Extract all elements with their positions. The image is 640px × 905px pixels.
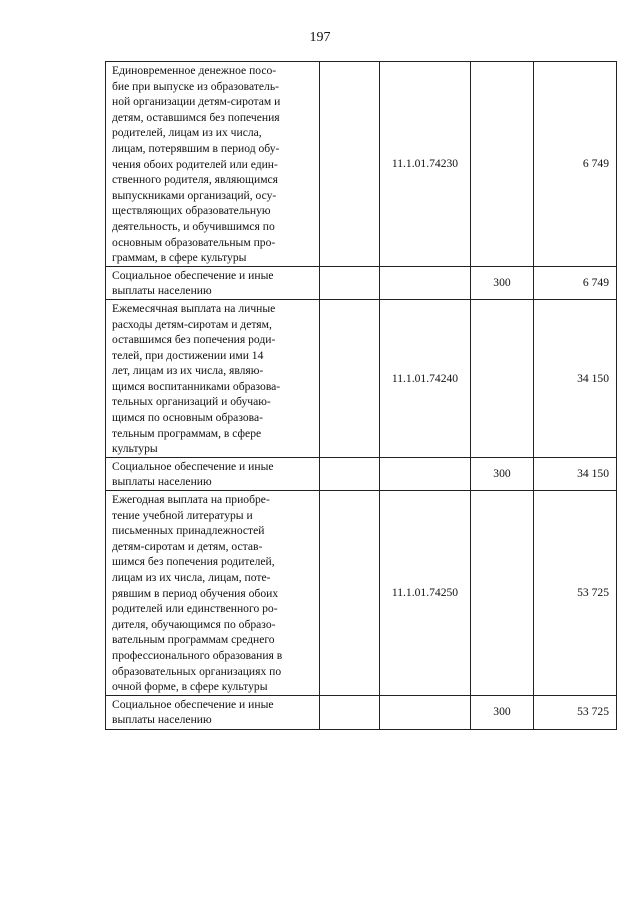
- row-name: Социальное обеспечение и иные выплаты населению: [112, 459, 274, 489]
- table-row: [106, 457, 617, 490]
- row-sum: 6 749: [534, 62, 617, 267]
- row-sum: 34 150: [534, 457, 617, 490]
- table-row: [106, 695, 617, 729]
- row-sum: 6 749: [534, 266, 617, 299]
- row-code: 11.1.01.74250: [380, 491, 471, 696]
- row-name-cell: [106, 491, 320, 696]
- blank-cell: [320, 62, 380, 267]
- blank-cell: [320, 491, 380, 696]
- row-sum: 34 150: [534, 299, 617, 457]
- row-name: Ежемесячная выплата на личные расходы детям-сиротам и детям, оставшимся без попечения роди- телей, при достижении ими 14 лет, лицам из их числа, являю- щимся воспитанниками образова- тельных организаций и обучаю- щимся по основным образова- тельным программам, в сфере культуры: [112, 301, 281, 456]
- row-type: [471, 299, 534, 457]
- row-name-cell: [106, 266, 320, 299]
- row-type: 300: [471, 266, 534, 299]
- row-name: Социальное обеспечение и иные выплаты населению: [112, 697, 274, 727]
- row-name: Ежегодная выплата на приобре- тение учебной литературы и письменных принадлежностей детям-сиротам и детям, остав- шимся без попечения родителей, лицам из их числа, лицам, поте- рявшим в период обучения обоих родителей или единственного ро- дителя, обучающимся по образо- вательным программам среднего профессионального образования в образовательных организациях по очной форме, в сфере культуры: [112, 493, 283, 694]
- row-name-cell: [106, 695, 320, 729]
- row-type: [471, 491, 534, 696]
- row-type: 300: [471, 695, 534, 729]
- table-row: [106, 491, 617, 696]
- row-name-cell: [106, 457, 320, 490]
- row-type: 300: [471, 457, 534, 490]
- blank-cell: [320, 299, 380, 457]
- blank-cell: [320, 695, 380, 729]
- row-name: Единовременное денежное посо- бие при выпуске из образователь- ной организации детям-сиротам и детям, оставшимся без попечения родителей, лицам из их числа, лицам, потерявшим в период обу- чения обоих родителей или един- ственного родителя, являющимся выпускниками организаций, осу- ществляющих образовательную деятельность, и обучившимся по основным образовательным про- граммам, в сфере культуры: [112, 64, 281, 265]
- row-name: Социальное обеспечение и иные выплаты населению: [112, 268, 274, 298]
- row-code: [380, 457, 471, 490]
- blank-cell: [320, 266, 380, 299]
- row-code: 11.1.01.74240: [380, 299, 471, 457]
- blank-cell: [320, 457, 380, 490]
- table-row: [106, 299, 617, 457]
- row-name-cell: [106, 299, 320, 457]
- table-row: [106, 266, 617, 299]
- budget-table: [105, 61, 617, 730]
- row-name-cell: [106, 62, 320, 267]
- row-sum: 53 725: [534, 695, 617, 729]
- row-code: [380, 695, 471, 729]
- row-sum: 53 725: [534, 491, 617, 696]
- page-number: 197: [309, 30, 331, 45]
- table-row: [106, 62, 617, 267]
- row-code: 11.1.01.74230: [380, 62, 471, 267]
- row-type: [471, 62, 534, 267]
- row-code: [380, 266, 471, 299]
